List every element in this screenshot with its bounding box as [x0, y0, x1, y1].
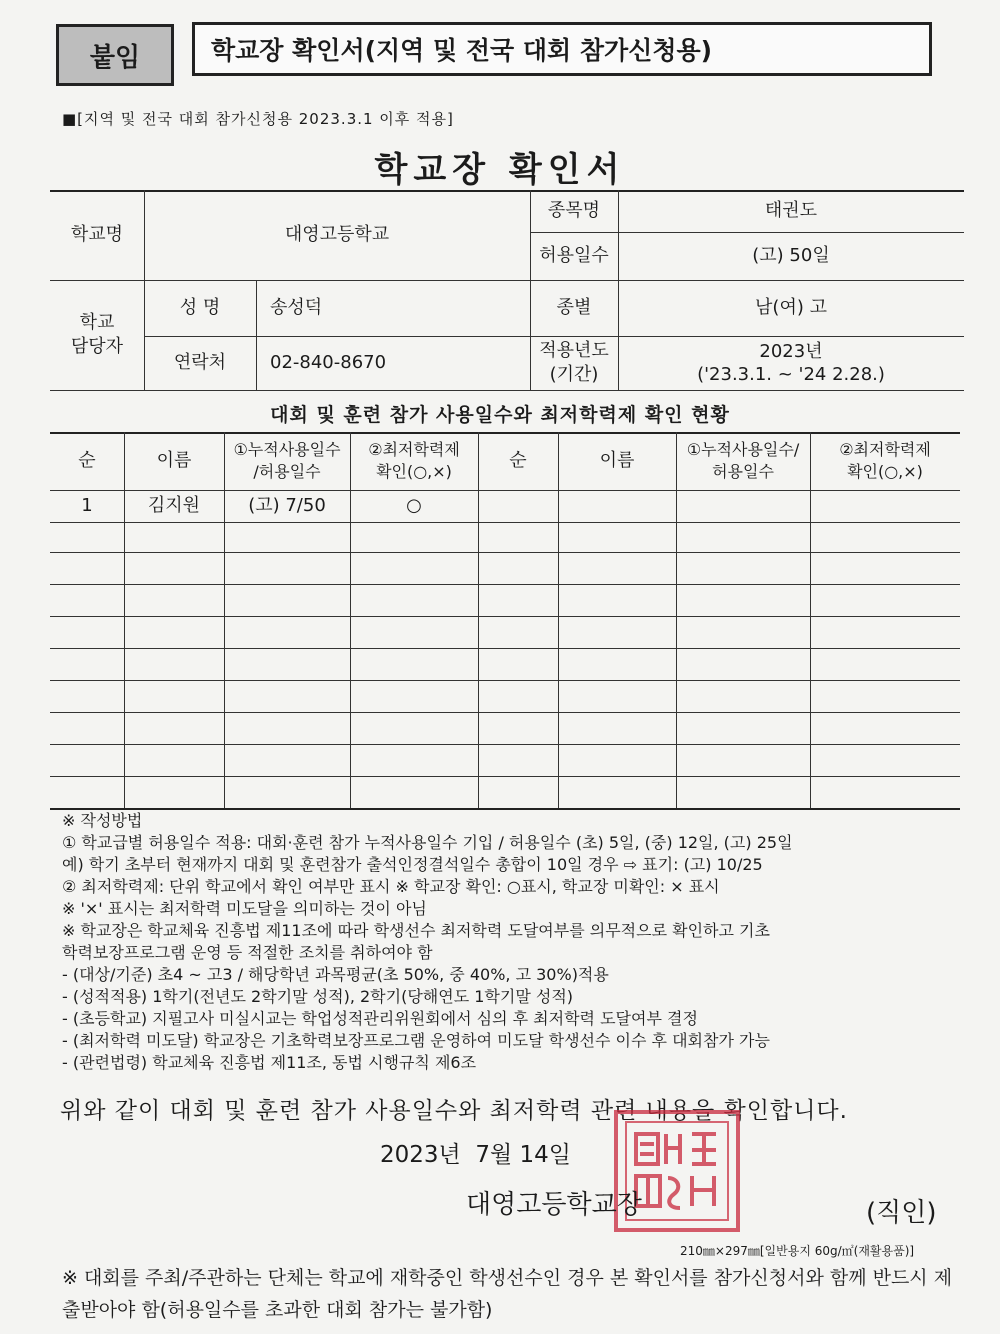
name-label: 성 명	[179, 296, 221, 318]
writing-guide	[62, 810, 962, 1074]
year-period	[618, 336, 964, 390]
allowed-value: (고) 50일	[752, 244, 830, 266]
col-header-name-2: 이름	[599, 449, 635, 471]
row-1-days: (고) 7/50	[248, 494, 326, 516]
col-header-days: ①누적사용일수 /허용일수	[233, 440, 341, 481]
year-label: 적용년도 (기간)	[539, 339, 609, 385]
manager-label: 학교 담당자	[70, 311, 124, 357]
year-value: 2023년	[759, 340, 823, 362]
confirmation-text: 위와 같이 대회 및 훈련 참가 사용일수와 최저학력 관련 내용을 확인합니다.	[60, 1098, 848, 1124]
school-value: 대영고등학교	[284, 223, 390, 245]
footer-note: ※ 대회를 주최/주관하는 단체는 학교에 재학중인 학생선수인 경우 본 확인서를 참가신청서와 함께 반드시 제출받아야 함(허용일수를 초과한 대회 참가는 불가함)	[62, 1267, 953, 1321]
col-header-academic-2: ②최저학력제 확인(○,×)	[839, 440, 931, 481]
name-value: 송성덕	[270, 296, 323, 318]
form-title: 학교장 확인서(지역 및 전국 대회 참가신청용)	[211, 36, 713, 65]
row-1-name: 김지원	[147, 494, 201, 516]
contact-value: 02-840-8670	[270, 351, 387, 373]
principal-name: 대영고등학교장	[466, 1190, 642, 1220]
allowed-label: 허용일수	[539, 244, 609, 266]
document-title: 학교장 확인서	[374, 150, 626, 190]
seal-label: (직인)	[866, 1198, 937, 1228]
notice-top: ■[지역 및 전국 대회 참가신청용 2023.3.1 이후 적용]	[62, 110, 454, 128]
note-line: - (대상/기준) 초4 ~ 고3 / 해당학년 과목평균(초 50%, 중 40%, 고 30%)적용	[62, 965, 609, 984]
note-line: - (초등학교) 지필고사 미실시교는 학업성적관리위원회에서 심의 후 최저학력 도달여부 결정	[62, 1009, 698, 1028]
note-line: - (관련법령) 학교체육 진흥법 제11조, 동법 시행규칙 제6조	[62, 1053, 477, 1072]
note-line: 학력보장프로그램 운영 등 적절한 조치를 취하여야 함	[62, 943, 433, 962]
row-1-no: 1	[81, 494, 93, 516]
col-header-days-2: ①누적사용일수/ 허용일수	[686, 440, 800, 481]
note-line: ※ '×' 표시는 최저학력 미도달을 의미하는 것이 아님	[62, 899, 427, 918]
period-value: ('23.3.1. ~ '24 2.28.)	[697, 364, 885, 385]
note-line: - (성적적용) 1학기(전년도 2학기말 성적), 2학기(당해연도 1학기말 성적)	[62, 987, 574, 1006]
note-line: ① 학교급별 허용일수 적용: 대회·훈련 참가 누적사용일수 기입 / 허용일수 (초) 5일, (중) 12일, (고) 25일	[62, 833, 793, 852]
col-header-no-2: 순	[509, 449, 527, 471]
form-title-box	[192, 22, 932, 76]
note-line: ② 최저학력제: 단위 학교에서 확인 여부만 표시 ※ 학교장 확인: ○표시, 학교장 미확인: × 표시	[62, 877, 720, 896]
contact-label: 연락처	[173, 351, 227, 373]
gender-value: 남(여) 고	[755, 296, 827, 318]
attachment-tag: 붙임	[56, 24, 174, 86]
col-header-no: 순	[78, 449, 96, 471]
gender-label: 종별	[556, 296, 592, 318]
row-1-academic: ○	[406, 494, 422, 516]
note-line: - (최저학력 미도달) 학교장은 기초학력보장프로그램 운영하여 미도달 학생선수 이수 후 대회참가 가능	[62, 1031, 770, 1050]
paper-spec: 210㎜×297㎜[일반용지 60g/㎡(재활용품)]	[680, 1244, 915, 1258]
note-line: 예) 학기 초부터 현재까지 대회 및 훈련참가 출석인정결석일수 총합이 10일 경우 ⇨ 표기: (고) 10/25	[62, 855, 763, 874]
note-line: ※ 작성방법	[62, 811, 143, 830]
event-value: 태권도	[764, 199, 818, 221]
school-label: 학교명	[70, 223, 124, 245]
col-header-academic: ②최저학력제 확인(○,×)	[368, 440, 460, 481]
section-title: 대회 및 훈련 참가 사용일수와 최저학력제 확인 현황	[270, 404, 730, 426]
col-header-name: 이름	[156, 449, 192, 471]
event-label: 종목명	[547, 199, 601, 221]
issue-date: 2023년 7월 14일	[380, 1142, 572, 1168]
note-line: ※ 학교장은 학교체육 진흥법 제11조에 따라 학생선수 최저학력 도달여부를 의무적으로 확인하고 기초	[62, 921, 770, 940]
